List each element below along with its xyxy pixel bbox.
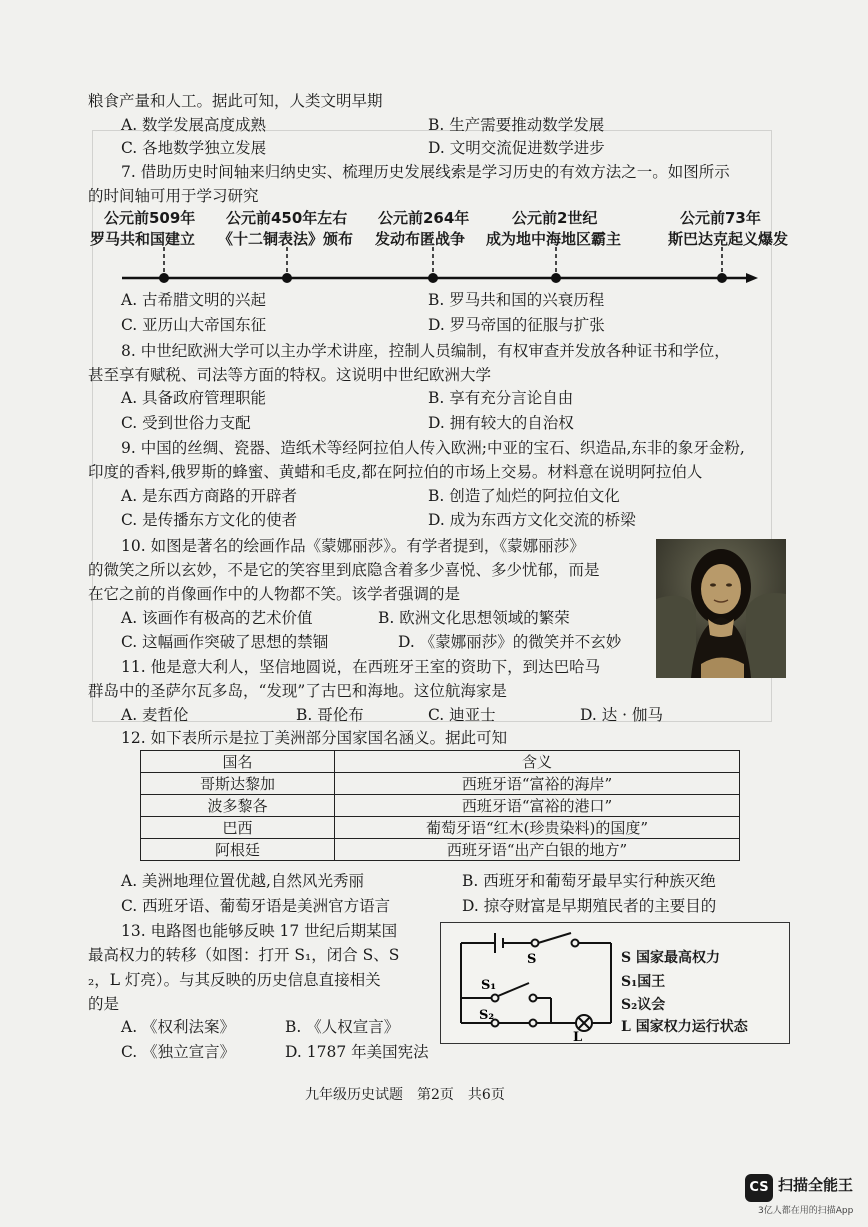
table-cell: 葡萄牙语“红木(珍贵染料)的国度”: [335, 817, 740, 839]
q7-stem-2: 的时间轴可用于学习研究: [88, 187, 259, 205]
q11-stem: 11. 他是意大利人，坚信地圆说，在西班牙王室的资助下，到达巴哈马: [121, 658, 601, 676]
circuit-label-s1: S₁: [481, 978, 497, 993]
q8-stem: 8. 中世纪欧洲大学可以主办学术讲座，控制人员编制，有权审查并发放各种证书和学位，: [121, 342, 730, 360]
timeline-year: 公元前264年: [378, 209, 470, 227]
q9-option-c: C. 是传播东方文化的使者: [121, 511, 298, 529]
q11-stem-2: 群岛中的圣萨尔瓦多岛，“发现”了古巴和海地。这位航海家是: [88, 682, 507, 700]
mona-lisa-image: [656, 539, 786, 678]
q13-option-c: C. 《独立宣言》: [121, 1043, 236, 1061]
q13-stem: 13. 电路图也能够反映 17 世纪后期某国: [121, 922, 398, 940]
table-row: [141, 773, 740, 795]
timeline-event: 《十二铜表法》颁布: [218, 230, 354, 248]
camscanner-title: 扫描全能王: [778, 1176, 854, 1194]
table-header: 国名: [141, 751, 335, 773]
q7-option-c: C. 亚历山大帝国东征: [121, 316, 267, 334]
q12-option-d: D. 掠夺财富是早期殖民者的主要目的: [462, 897, 717, 915]
page-footer: 九年级历史试题 第2页 共6页: [305, 1087, 505, 1103]
q8-option-d: D. 拥有较大的自治权: [428, 414, 574, 432]
table-header-row: [141, 751, 740, 773]
circuit-label-s2: S₂: [479, 1008, 495, 1023]
table-header: 含义: [335, 751, 740, 773]
circuit-diagram: [440, 922, 790, 1044]
circuit-label-s: S: [527, 952, 537, 967]
table-cell: 哥斯达黎加: [141, 773, 335, 795]
camscanner-subtitle: 3亿人都在用的扫描App: [758, 1206, 854, 1216]
q8-stem-2: 甚至享有赋税、司法等方面的特权。这说明中世纪欧洲大学: [88, 366, 492, 384]
q6-option-d: D. 文明交流促进数学进步: [428, 139, 605, 157]
table-cell: 西班牙语“富裕的港口”: [335, 795, 740, 817]
table-row: [141, 817, 740, 839]
circuit-legend-item: S 国家最高权力: [621, 950, 720, 966]
table-row: [141, 795, 740, 817]
timeline-year: 公元前509年: [104, 209, 196, 227]
camscanner-logo-icon: CS: [745, 1174, 773, 1202]
q10-stem-2: 的微笑之所以玄妙，不是它的笑容里到底隐含着多少喜悦、多少忧郁，而是: [88, 561, 600, 579]
q13-option-d: D. 1787 年美国宪法: [285, 1043, 429, 1061]
q7-option-d: D. 罗马帝国的征服与扩张: [428, 316, 605, 334]
q12-option-a: A. 美洲地理位置优越,自然风光秀丽: [121, 872, 364, 890]
q10-option-c: C. 这幅画作突破了思想的禁锢: [121, 633, 329, 651]
q13-option-a: A. 《权利法案》: [121, 1018, 236, 1036]
q9-option-d: D. 成为东西方文化交流的桥梁: [428, 511, 636, 529]
q6-option-a: A. 数学发展高度成熟: [121, 116, 267, 134]
q13-option-b: B. 《人权宣言》: [285, 1018, 400, 1036]
circuit-drawing: [451, 923, 621, 1041]
table-row: [141, 839, 740, 861]
table-cell: 波多黎各: [141, 795, 335, 817]
q10-option-a: A. 该画作有极高的艺术价值: [121, 609, 313, 627]
table-cell: 西班牙语“出产白银的地方”: [335, 839, 740, 861]
q11-option-d: D. 达 · 伽马: [580, 706, 664, 724]
q7-stem: 7. 借助历史时间轴来归纳史实、梳理历史发展线索是学习历史的有效方法之一。如图所示: [121, 163, 730, 181]
q9-stem-2: 印度的香料,俄罗斯的蜂蜜、黄蜡和毛皮,都在阿拉伯的市场上交易。材料意在说明阿拉伯人: [88, 463, 703, 481]
timeline-year: 公元前450年左右: [226, 209, 348, 227]
q10-stem: 10. 如图是著名的绘画作品《蒙娜丽莎》。有学者提到，《蒙娜丽莎》: [121, 537, 585, 555]
intro-line: 粮食产量和人工。据此可知，人类文明早期: [88, 92, 383, 110]
q12-option-c: C. 西班牙语、葡萄牙语是美洲官方语言: [121, 897, 391, 915]
q11-option-c: C. 迪亚士: [428, 706, 496, 724]
q13-stem-2: 最高权力的转移（如图：打开 S₁，闭合 S、S: [88, 946, 400, 964]
circuit-label-l: L: [573, 1030, 583, 1041]
q13-stem-3: ₂，L 灯亮）。与其反映的历史信息直接相关: [88, 971, 381, 989]
timeline-event: 发动布匿战争: [375, 230, 466, 248]
q12-option-b: B. 西班牙和葡萄牙最早实行种族灭绝: [462, 872, 716, 890]
q9-stem: 9. 中国的丝绸、瓷器、造纸术等经阿拉伯人传入欧洲;中亚的宝石、织造品,东非的象牙金粉,: [121, 439, 745, 457]
q10-option-b: B. 欧洲文化思想领域的繁荣: [378, 609, 570, 627]
timeline-event: 成为地中海地区霸主: [486, 230, 622, 248]
table-cell: 西班牙语“富裕的海岸”: [335, 773, 740, 795]
timeline-year: 公元前73年: [680, 209, 761, 227]
q9-option-b: B. 创造了灿烂的阿拉伯文化: [428, 487, 620, 505]
q10-stem-3: 在它之前的肖像画作中的人物都不笑。该学者强调的是: [88, 585, 461, 603]
timeline-event: 罗马共和国建立: [90, 230, 196, 248]
timeline-year: 公元前2世纪: [512, 209, 598, 227]
q10-option-d: D. 《蒙娜丽莎》的微笑并不玄妙: [398, 633, 622, 651]
country-name-table: [140, 750, 740, 861]
timeline-axis: [110, 245, 760, 295]
q13-stem-4: 的是: [88, 995, 120, 1013]
q11-option-b: B. 哥伦布: [296, 706, 364, 724]
q8-option-b: B. 享有充分言论自由: [428, 389, 574, 407]
table-cell: 阿根廷: [141, 839, 335, 861]
q8-option-c: C. 受到世俗力支配: [121, 414, 251, 432]
circuit-legend-item: S₁国王: [621, 974, 666, 990]
q6-option-b: B. 生产需要推动数学发展: [428, 116, 605, 134]
circuit-legend-item: S₂议会: [621, 997, 666, 1013]
q12-stem: 12. 如下表所示是拉丁美洲部分国家国名涵义。据此可知: [121, 729, 508, 747]
q7-option-a: A. 古希腊文明的兴起: [121, 291, 267, 309]
circuit-legend-item: L 国家权力运行状态: [621, 1019, 748, 1035]
q11-option-a: A. 麦哲伦: [121, 706, 189, 724]
q6-option-c: C. 各地数学独立发展: [121, 139, 267, 157]
table-cell: 巴西: [141, 817, 335, 839]
q8-option-a: A. 具备政府管理职能: [121, 389, 267, 407]
q7-option-b: B. 罗马共和国的兴衰历程: [428, 291, 605, 309]
q9-option-a: A. 是东西方商路的开辟者: [121, 487, 298, 505]
timeline-event: 斯巴达克起义爆发: [668, 230, 789, 248]
